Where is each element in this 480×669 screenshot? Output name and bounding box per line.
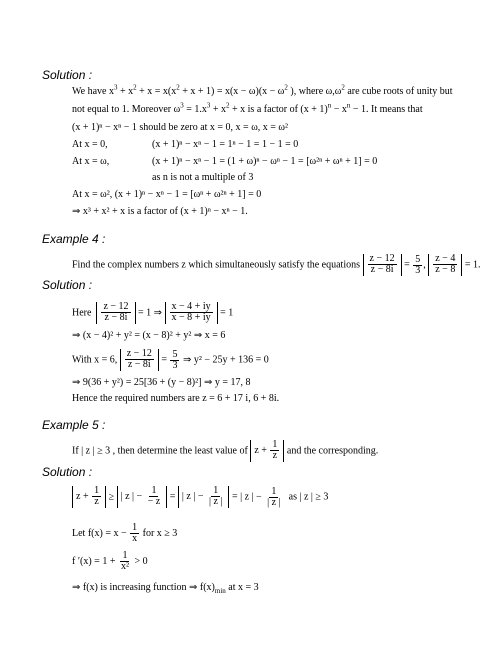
sol1-line-1: We have $x^3 + x^2 + x = x(x^2 + x + 1) = x(x - \omega)(x - \omega^2$ ), where $\omega,\omega^2$ are cube roots of unity but bbox=[72, 83, 453, 97]
example-4-heading: Example 4 : bbox=[42, 232, 106, 246]
sol2-line-1: Here $\frac{z - 12}{z - 8i}$ = 1 ⇒ $\frac{x - 4 + iy}{x - 8 + iy}$ = 1 bbox=[72, 301, 234, 324]
sol3-line-4: ⇒ f(x) is increasing function ⇒ $f(x)_{min}$ at x = 3 bbox=[72, 582, 259, 595]
sol1-line-4-label: At x = 0, bbox=[72, 139, 108, 150]
ex4-abs-fraction-2: $\frac{z - 4}{z - 8}$ bbox=[428, 254, 462, 276]
ex4-statement: Find the complex numbers z which simultaneously satisfy the equations $\frac{z - 12}{z - 8i}$ = $\frac{5}{3}$ , $\frac{z - 4}{z - 8}$ = 1. bbox=[72, 253, 480, 276]
sol1-line-7: At x = ω², (x + 1)ⁿ − xⁿ − 1 = [ωⁿ + ω²ⁿ + 1] = 0 bbox=[72, 189, 262, 200]
ex4-ratio: $\frac{5}{3}$ bbox=[415, 253, 421, 276]
sol2-line-3: With x = 6, $\frac{z - 12}{z - 8i}$ = $\frac{5}{3}$ ⇒ y² − 25y + 136 = 0 bbox=[72, 348, 269, 371]
ex4-abs-fraction-1: $\frac{z - 12}{z - 8i}$ bbox=[363, 254, 402, 276]
implies-icon: ⇒ bbox=[72, 206, 81, 217]
solution-heading-2: Solution : bbox=[42, 278, 93, 292]
sol1-line-8: ⇒ x³ + x² + x is a factor of (x + 1)ⁿ − xⁿ − 1. bbox=[72, 206, 248, 217]
implies-icon: ⇒ bbox=[203, 377, 213, 388]
solution-heading-3: Solution : bbox=[42, 465, 93, 479]
sol3-line-1: z + $\frac{1}{z}$ ≥ | z | − $\frac{1}{- z}$ = | z | − $\frac{1}{| z |}$ = | z | − $\frac{1}{| z |}$ as | z | ≥ 3 bbox=[72, 486, 328, 508]
implies-icon: ⇒ bbox=[193, 330, 203, 341]
implies-icon: ⇒ bbox=[182, 354, 192, 366]
implies-icon: ⇒ bbox=[153, 307, 163, 319]
sol1-line-4-eq: (x + 1)ⁿ − xⁿ − 1 = 1ⁿ − 1 = 1 − 1 = 0 bbox=[152, 139, 299, 150]
implies-icon: ⇒ bbox=[72, 582, 81, 593]
implies-icon: ⇒ bbox=[72, 377, 81, 388]
sol3-line-3: f ′(x) = 1 + $\frac{1}{\text{x²}}$ > 0 bbox=[72, 550, 148, 573]
example-5-heading: Example 5 : bbox=[42, 418, 106, 432]
sol2-line-4: ⇒ 9(36 + y²) = 25[36 + (y − 8)²] ⇒ y = 17, 8 bbox=[72, 377, 251, 388]
solution-heading-1: Solution : bbox=[42, 68, 93, 82]
sol1-line-2: not equal to 1. Moreover $\omega^3 = 1.x^3 + x^2 + x$ is a factor of $(x + 1)^n - x^n - 1$. It means that bbox=[72, 101, 423, 115]
implies-icon: ⇒ bbox=[72, 330, 81, 341]
sol1-line-5-eq: (x + 1)ⁿ − xⁿ − 1 = (1 + ω)ⁿ − ωⁿ − 1 = [ω²ⁿ + ωⁿ + 1] = 0 bbox=[152, 156, 378, 167]
sol2-line-2: ⇒ (x − 4)² + y² = (x − 8)² + y² ⇒ x = 6 bbox=[72, 330, 226, 341]
implies-icon: ⇒ bbox=[188, 582, 198, 593]
ex5-statement: If | z | ≥ 3 , then determine the least value of z + $\frac{1}{z}$ and the corresponding. bbox=[72, 439, 379, 462]
sol1-line-3: (x + 1)ⁿ − xⁿ − 1 should be zero at x = 0, x = ω, x = ω² bbox=[72, 122, 288, 133]
sol1-line-6: as n is not a multiple of 3 bbox=[152, 172, 254, 183]
sol2-line-5: Hence the required numbers are z = 6 + 17 i, 6 + 8i. bbox=[72, 393, 280, 404]
sol3-line-2: Let f(x) = x − $\frac{1}{x}$ for x ≥ 3 bbox=[72, 522, 178, 545]
sol1-line-5-label: At x = ω, bbox=[72, 156, 110, 167]
